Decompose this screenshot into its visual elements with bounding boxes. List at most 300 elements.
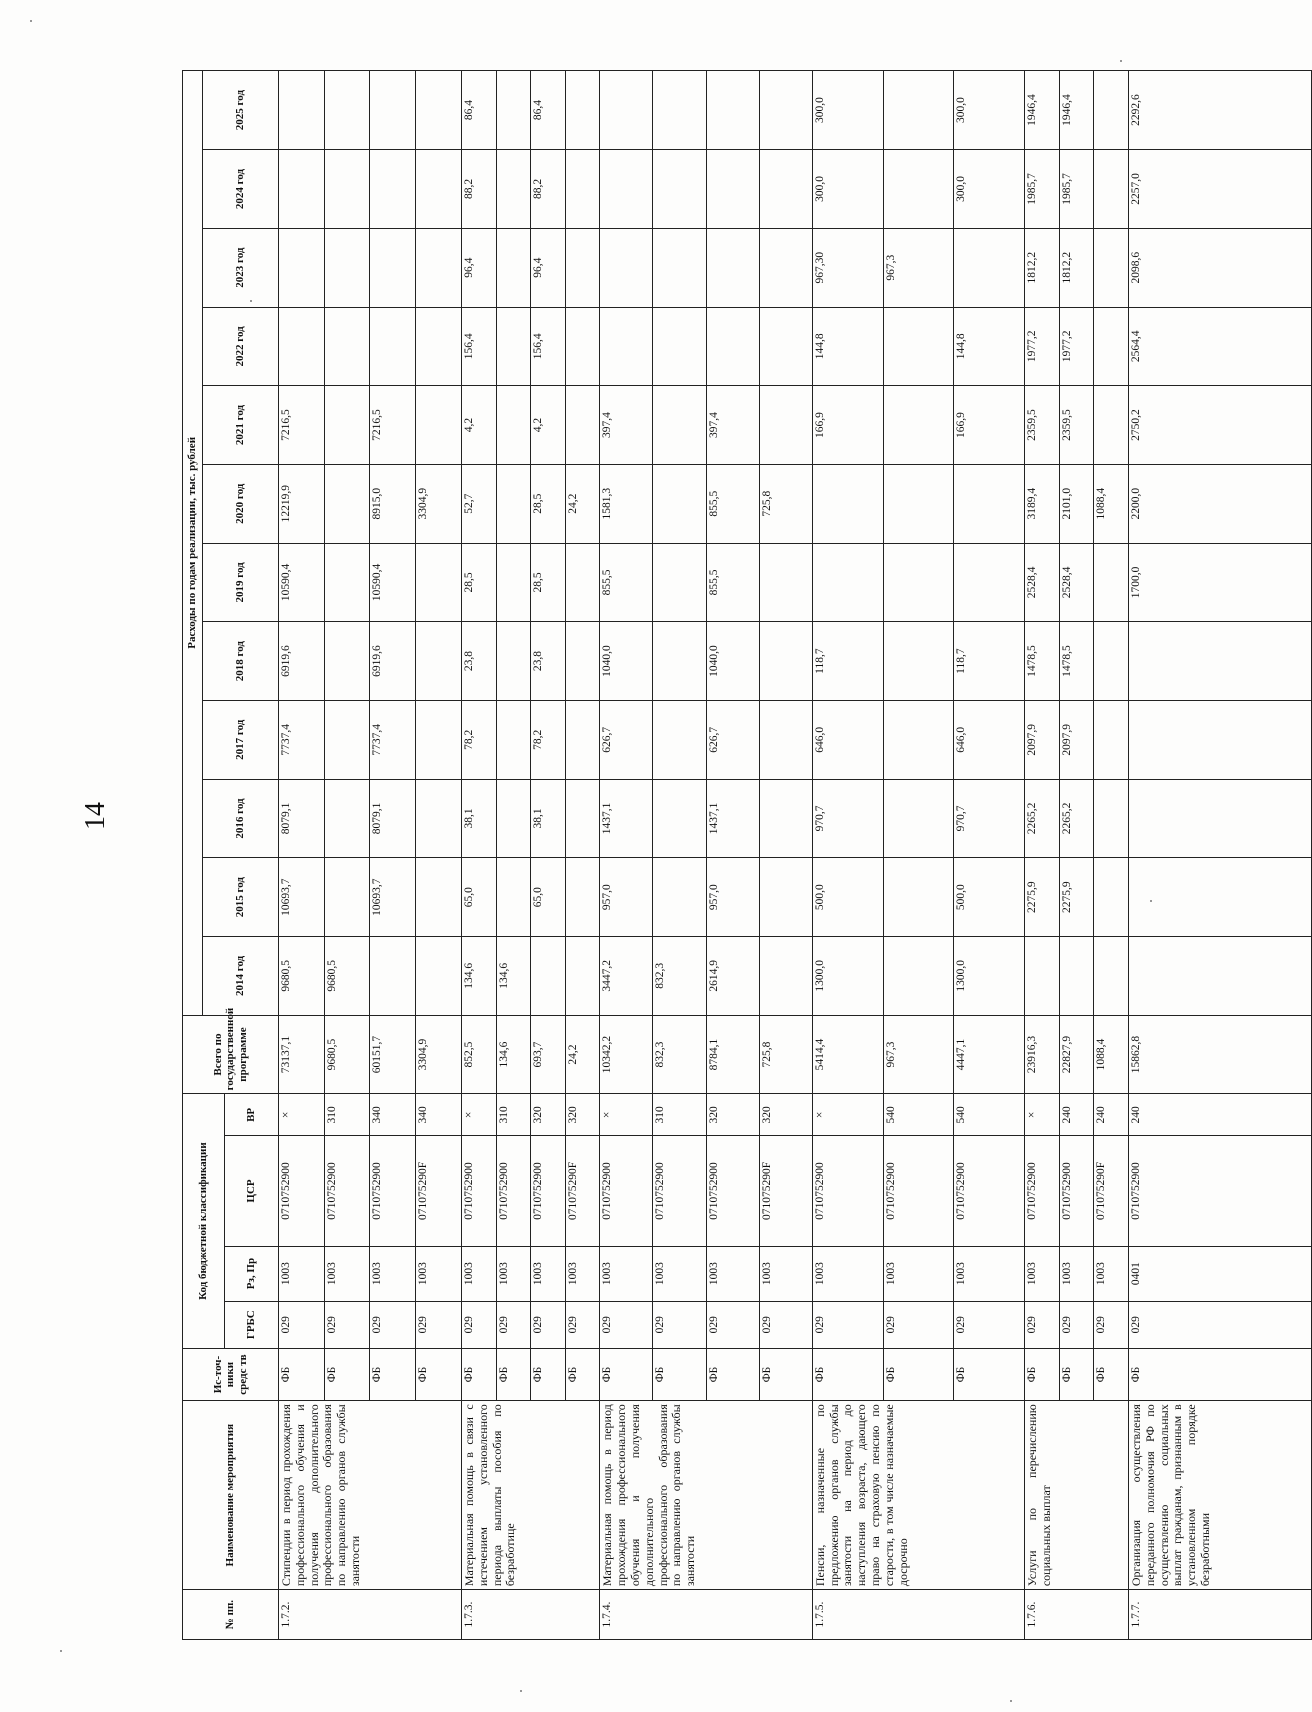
- year-value: [1094, 779, 1129, 858]
- year-value: [565, 858, 600, 937]
- year-value: 8079,1: [370, 779, 416, 858]
- table-row: [1025, 71, 1060, 1640]
- year-value: 24,2: [565, 464, 600, 543]
- year-value: 300,0: [954, 150, 1025, 229]
- year-value: 300,0: [812, 150, 883, 229]
- item-number: 1.7.5.: [812, 1590, 1024, 1640]
- year-value: 1300,0: [954, 937, 1025, 1016]
- rzpr-code: 1003: [759, 1246, 812, 1301]
- measure-name: Стипендии в период прохождения профессионального обучения и получения дополнительного профессионального образования по направлению органов службы занятости: [279, 1401, 462, 1590]
- vr-code: 240: [1128, 1094, 1311, 1136]
- year-value: [759, 779, 812, 858]
- total-value: 5414,4: [812, 1015, 883, 1094]
- year-value: 23,8: [461, 622, 496, 701]
- year-value: 1300,0: [812, 937, 883, 1016]
- csr-code: 0710752900: [1128, 1136, 1311, 1246]
- year-value: 23,8: [531, 622, 566, 701]
- year-value: [565, 779, 600, 858]
- year-value: [565, 700, 600, 779]
- year-value: [370, 937, 416, 1016]
- rzpr-code: 1003: [812, 1246, 883, 1301]
- csr-code: 0710752900: [324, 1136, 370, 1246]
- budget-table-rotated: [182, 70, 1312, 1640]
- total-value: 60151,7: [370, 1015, 416, 1094]
- grbs-code: 029: [531, 1301, 566, 1348]
- funding-source: ФБ: [461, 1348, 496, 1400]
- year-value: [416, 150, 462, 229]
- year-value: [1094, 228, 1129, 307]
- year-value: 78,2: [461, 700, 496, 779]
- year-value: [496, 71, 531, 150]
- grbs-code: 029: [812, 1301, 883, 1348]
- year-value: 2265,2: [1059, 779, 1094, 858]
- year-value: [706, 71, 759, 150]
- year-value: [416, 543, 462, 622]
- year-value: 134,6: [496, 937, 531, 1016]
- year-value: [496, 543, 531, 622]
- year-value: 1977,2: [1025, 307, 1060, 386]
- year-value: 1977,2: [1059, 307, 1094, 386]
- scan-speck: [1150, 900, 1152, 902]
- year-value: [416, 307, 462, 386]
- year-value: [370, 307, 416, 386]
- grbs-code: 029: [759, 1301, 812, 1348]
- year-value: [416, 779, 462, 858]
- rzpr-code: 1003: [883, 1246, 954, 1301]
- grbs-code: 029: [954, 1301, 1025, 1348]
- year-value: 2359,5: [1025, 386, 1060, 465]
- rzpr-code: 1003: [370, 1246, 416, 1301]
- total-value: 22827,9: [1059, 1015, 1094, 1094]
- measure-name: Пенсии, назначенные по предложению органов службы занятости на период до наступления возраста, дающего право на страховую пенсию по старости, в том числе назначаемые досрочно: [812, 1401, 1024, 1590]
- csr-code: 071075290F: [565, 1136, 600, 1246]
- funding-source: ФБ: [1128, 1348, 1311, 1400]
- header-rzpr: Рз, Пр: [225, 1246, 279, 1301]
- year-value: 166,9: [954, 386, 1025, 465]
- year-value: [565, 937, 600, 1016]
- rzpr-code: 1003: [954, 1246, 1025, 1301]
- vr-code: 240: [1094, 1094, 1129, 1136]
- year-value: [759, 700, 812, 779]
- scan-speck: [520, 1690, 522, 1692]
- year-value: 78,2: [531, 700, 566, 779]
- year-value: [759, 228, 812, 307]
- year-value: [883, 622, 954, 701]
- year-value: 397,4: [706, 386, 759, 465]
- year-value: 65,0: [531, 858, 566, 937]
- rzpr-code: 1003: [706, 1246, 759, 1301]
- funding-source: ФБ: [565, 1348, 600, 1400]
- measure-name: Материальная помощь в период прохождения профессионального обучения и получения дополнительного профессионального образования по направлению органов службы занятости: [600, 1401, 812, 1590]
- year-value: 10590,4: [370, 543, 416, 622]
- year-value: [883, 71, 954, 150]
- year-value: [653, 779, 706, 858]
- csr-code: 0710752900: [531, 1136, 566, 1246]
- year-value: 86,4: [531, 71, 566, 150]
- vr-code: 320: [759, 1094, 812, 1136]
- table-row: [1128, 71, 1311, 1640]
- header-year: 2022 год: [203, 307, 279, 386]
- scan-speck: [30, 20, 32, 22]
- total-value: 23916,3: [1025, 1015, 1060, 1094]
- year-value: 1946,4: [1025, 71, 1060, 150]
- year-value: [565, 543, 600, 622]
- year-value: [416, 858, 462, 937]
- year-value: [279, 150, 325, 229]
- year-value: 967,30: [812, 228, 883, 307]
- csr-code: 0710752900: [812, 1136, 883, 1246]
- year-value: 28,5: [461, 543, 496, 622]
- year-value: [653, 228, 706, 307]
- year-value: [279, 307, 325, 386]
- year-value: [1128, 858, 1311, 937]
- year-value: 28,5: [531, 464, 566, 543]
- year-value: [653, 150, 706, 229]
- year-value: 96,4: [531, 228, 566, 307]
- year-value: [653, 700, 706, 779]
- year-value: [279, 228, 325, 307]
- year-value: 8915,0: [370, 464, 416, 543]
- year-value: 2200,0: [1128, 464, 1311, 543]
- measure-name: Услуги по перечислению социальных выплат: [1025, 1401, 1129, 1590]
- year-value: 9680,5: [279, 937, 325, 1016]
- year-value: 300,0: [954, 71, 1025, 150]
- csr-code: 0710752900: [1059, 1136, 1094, 1246]
- year-value: [706, 228, 759, 307]
- year-value: 1985,7: [1025, 150, 1060, 229]
- rzpr-code: 1003: [565, 1246, 600, 1301]
- year-value: [883, 779, 954, 858]
- year-value: [812, 543, 883, 622]
- year-value: 156,4: [461, 307, 496, 386]
- item-number: 1.7.7.: [1128, 1590, 1311, 1640]
- year-value: 3447,2: [600, 937, 653, 1016]
- grbs-code: 029: [279, 1301, 325, 1348]
- year-value: 725,8: [759, 464, 812, 543]
- year-value: [1128, 937, 1311, 1016]
- year-value: 2292,6: [1128, 71, 1311, 150]
- year-value: [1128, 700, 1311, 779]
- year-value: 4,2: [461, 386, 496, 465]
- grbs-code: 029: [706, 1301, 759, 1348]
- header-year: 2020 год: [203, 464, 279, 543]
- year-value: 144,8: [954, 307, 1025, 386]
- year-value: [1094, 307, 1129, 386]
- csr-code: 071075290F: [1094, 1136, 1129, 1246]
- year-value: 397,4: [600, 386, 653, 465]
- rzpr-code: 0401: [1128, 1246, 1311, 1301]
- year-value: [324, 150, 370, 229]
- funding-source: ФБ: [324, 1348, 370, 1400]
- year-value: 38,1: [461, 779, 496, 858]
- year-value: [1094, 700, 1129, 779]
- grbs-code: 029: [653, 1301, 706, 1348]
- page-number: 14: [80, 802, 111, 830]
- year-value: [653, 622, 706, 701]
- year-value: 2275,9: [1025, 858, 1060, 937]
- year-value: [653, 858, 706, 937]
- year-value: [883, 700, 954, 779]
- scan-speck: [60, 1650, 62, 1652]
- vr-code: 540: [883, 1094, 954, 1136]
- year-value: [416, 700, 462, 779]
- vr-code: 320: [531, 1094, 566, 1136]
- year-value: [759, 937, 812, 1016]
- year-value: [324, 622, 370, 701]
- year-value: 855,5: [600, 543, 653, 622]
- year-value: [653, 543, 706, 622]
- funding-source: ФБ: [279, 1348, 325, 1400]
- year-value: [416, 71, 462, 150]
- funding-source: ФБ: [416, 1348, 462, 1400]
- header-name: Наименование мероприятия: [183, 1401, 279, 1590]
- year-value: 3189,4: [1025, 464, 1060, 543]
- year-value: 2265,2: [1025, 779, 1060, 858]
- year-value: [370, 228, 416, 307]
- vr-code: ×: [1025, 1094, 1060, 1136]
- total-value: 73137,1: [279, 1015, 325, 1094]
- total-value: 967,3: [883, 1015, 954, 1094]
- year-value: 1812,2: [1059, 228, 1094, 307]
- year-value: [1094, 150, 1129, 229]
- year-value: [496, 464, 531, 543]
- rzpr-code: 1003: [324, 1246, 370, 1301]
- vr-code: 320: [706, 1094, 759, 1136]
- year-value: [600, 228, 653, 307]
- total-value: 4447,1: [954, 1015, 1025, 1094]
- rzpr-code: 1003: [1094, 1246, 1129, 1301]
- year-value: [759, 71, 812, 150]
- year-value: 7216,5: [279, 386, 325, 465]
- year-value: 970,7: [812, 779, 883, 858]
- header-year: 2016 год: [203, 779, 279, 858]
- year-value: 96,4: [461, 228, 496, 307]
- year-value: [324, 464, 370, 543]
- scan-speck: [250, 300, 252, 302]
- year-value: 88,2: [461, 150, 496, 229]
- year-value: 957,0: [706, 858, 759, 937]
- year-value: 86,4: [461, 71, 496, 150]
- year-value: [370, 150, 416, 229]
- year-value: 166,9: [812, 386, 883, 465]
- year-value: [600, 150, 653, 229]
- grbs-code: 029: [1128, 1301, 1311, 1348]
- year-value: 52,7: [461, 464, 496, 543]
- year-value: 88,2: [531, 150, 566, 229]
- year-value: 38,1: [531, 779, 566, 858]
- header-grbs: ГРБС: [225, 1301, 279, 1348]
- year-value: 646,0: [812, 700, 883, 779]
- year-value: [496, 622, 531, 701]
- header-year: 2018 год: [203, 622, 279, 701]
- year-value: [1128, 779, 1311, 858]
- year-value: 2275,9: [1059, 858, 1094, 937]
- year-value: 2528,4: [1059, 543, 1094, 622]
- header-year: 2021 год: [203, 386, 279, 465]
- year-value: [759, 622, 812, 701]
- year-value: 855,5: [706, 464, 759, 543]
- scan-speck: [1120, 60, 1122, 62]
- year-value: 646,0: [954, 700, 1025, 779]
- year-value: 1700,0: [1128, 543, 1311, 622]
- header-year: 2025 год: [203, 71, 279, 150]
- header-csr: ЦСР: [225, 1136, 279, 1246]
- year-value: [954, 543, 1025, 622]
- csr-code: 071075290F: [416, 1136, 462, 1246]
- year-value: 1437,1: [706, 779, 759, 858]
- total-value: 725,8: [759, 1015, 812, 1094]
- header-year: 2017 год: [203, 700, 279, 779]
- year-value: [565, 71, 600, 150]
- table-body: [279, 71, 1312, 1640]
- year-value: [759, 307, 812, 386]
- header-source: Ис-точ-ники средс тв: [183, 1348, 279, 1400]
- year-value: 144,8: [812, 307, 883, 386]
- csr-code: 0710752900: [706, 1136, 759, 1246]
- item-number: 1.7.2.: [279, 1590, 462, 1640]
- year-value: [324, 228, 370, 307]
- budget-table: [182, 70, 1312, 1640]
- year-value: 1088,4: [1094, 464, 1129, 543]
- measure-name: Организация осуществления переданного полномочия РФ по осуществлению социальных выплат гражданам, признанным в установленном порядке безработными: [1128, 1401, 1311, 1590]
- year-value: 9680,5: [324, 937, 370, 1016]
- year-value: 2257,0: [1128, 150, 1311, 229]
- header-expenses: Расходы по годам реализации, тыс. рублей: [183, 71, 203, 1016]
- year-value: 7216,5: [370, 386, 416, 465]
- year-value: [279, 71, 325, 150]
- total-value: 134,6: [496, 1015, 531, 1094]
- grbs-code: 029: [565, 1301, 600, 1348]
- total-value: 15862,8: [1128, 1015, 1311, 1094]
- year-value: [416, 386, 462, 465]
- table-row: [812, 71, 883, 1640]
- rzpr-code: 1003: [531, 1246, 566, 1301]
- year-value: 65,0: [461, 858, 496, 937]
- funding-source: ФБ: [812, 1348, 883, 1400]
- year-value: 2097,9: [1025, 700, 1060, 779]
- scan-speck: [1010, 1700, 1012, 1702]
- vr-code: 320: [565, 1094, 600, 1136]
- year-value: [416, 937, 462, 1016]
- year-value: [531, 937, 566, 1016]
- header-total: Всего по государственной программе: [183, 1015, 279, 1094]
- measure-name: Материальная помощь в связи с истечением установленного периода выплаты пособия по безработице: [461, 1401, 599, 1590]
- vr-code: 310: [496, 1094, 531, 1136]
- csr-code: 0710752900: [370, 1136, 416, 1246]
- csr-code: 0710752900: [279, 1136, 325, 1246]
- year-value: [324, 71, 370, 150]
- year-value: [1094, 543, 1129, 622]
- year-value: 2359,5: [1059, 386, 1094, 465]
- year-value: 1040,0: [600, 622, 653, 701]
- year-value: [324, 386, 370, 465]
- year-value: 2564,4: [1128, 307, 1311, 386]
- total-value: 9680,5: [324, 1015, 370, 1094]
- vr-code: 340: [416, 1094, 462, 1136]
- vr-code: 310: [324, 1094, 370, 1136]
- year-value: [1094, 937, 1129, 1016]
- year-value: 1040,0: [706, 622, 759, 701]
- year-value: 957,0: [600, 858, 653, 937]
- total-value: 852,5: [461, 1015, 496, 1094]
- year-value: 500,0: [954, 858, 1025, 937]
- year-value: [370, 71, 416, 150]
- year-value: [706, 150, 759, 229]
- total-value: 1088,4: [1094, 1015, 1129, 1094]
- year-value: 10693,7: [279, 858, 325, 937]
- year-value: 626,7: [600, 700, 653, 779]
- year-value: 1437,1: [600, 779, 653, 858]
- year-value: [324, 779, 370, 858]
- funding-source: ФБ: [370, 1348, 416, 1400]
- year-value: 970,7: [954, 779, 1025, 858]
- year-value: 12219,9: [279, 464, 325, 543]
- header-no: № пп.: [183, 1590, 279, 1640]
- rzpr-code: 1003: [496, 1246, 531, 1301]
- year-value: [416, 228, 462, 307]
- year-value: 1812,2: [1025, 228, 1060, 307]
- vr-code: ×: [812, 1094, 883, 1136]
- year-value: 967,3: [883, 228, 954, 307]
- year-value: [812, 464, 883, 543]
- year-value: 118,7: [954, 622, 1025, 701]
- vr-code: 540: [954, 1094, 1025, 1136]
- rzpr-code: 1003: [461, 1246, 496, 1301]
- year-value: 156,4: [531, 307, 566, 386]
- year-value: [565, 228, 600, 307]
- year-value: [954, 228, 1025, 307]
- grbs-code: 029: [496, 1301, 531, 1348]
- year-value: [600, 71, 653, 150]
- year-value: 500,0: [812, 858, 883, 937]
- year-value: 118,7: [812, 622, 883, 701]
- year-value: 832,3: [653, 937, 706, 1016]
- csr-code: 0710752900: [883, 1136, 954, 1246]
- table-row: [461, 71, 496, 1640]
- year-value: [496, 858, 531, 937]
- year-value: [1059, 937, 1094, 1016]
- funding-source: ФБ: [1059, 1348, 1094, 1400]
- year-value: 855,5: [706, 543, 759, 622]
- year-value: 626,7: [706, 700, 759, 779]
- csr-code: 0710752900: [653, 1136, 706, 1246]
- year-value: 2528,4: [1025, 543, 1060, 622]
- year-value: [1128, 622, 1311, 701]
- year-value: [706, 307, 759, 386]
- funding-source: ФБ: [1094, 1348, 1129, 1400]
- year-value: [759, 858, 812, 937]
- year-value: 1478,5: [1059, 622, 1094, 701]
- year-value: [653, 386, 706, 465]
- year-value: [324, 858, 370, 937]
- rzpr-code: 1003: [1059, 1246, 1094, 1301]
- year-value: 7737,4: [370, 700, 416, 779]
- year-value: 10590,4: [279, 543, 325, 622]
- grbs-code: 029: [416, 1301, 462, 1348]
- year-value: [883, 150, 954, 229]
- year-value: [600, 307, 653, 386]
- year-value: [496, 228, 531, 307]
- header-budget-code: Код бюджетной классификации: [183, 1094, 225, 1348]
- year-value: [883, 464, 954, 543]
- year-value: [496, 150, 531, 229]
- header-year: 2015 год: [203, 858, 279, 937]
- year-value: [759, 150, 812, 229]
- year-value: [496, 779, 531, 858]
- vr-code: ×: [461, 1094, 496, 1136]
- grbs-code: 029: [324, 1301, 370, 1348]
- year-value: [653, 464, 706, 543]
